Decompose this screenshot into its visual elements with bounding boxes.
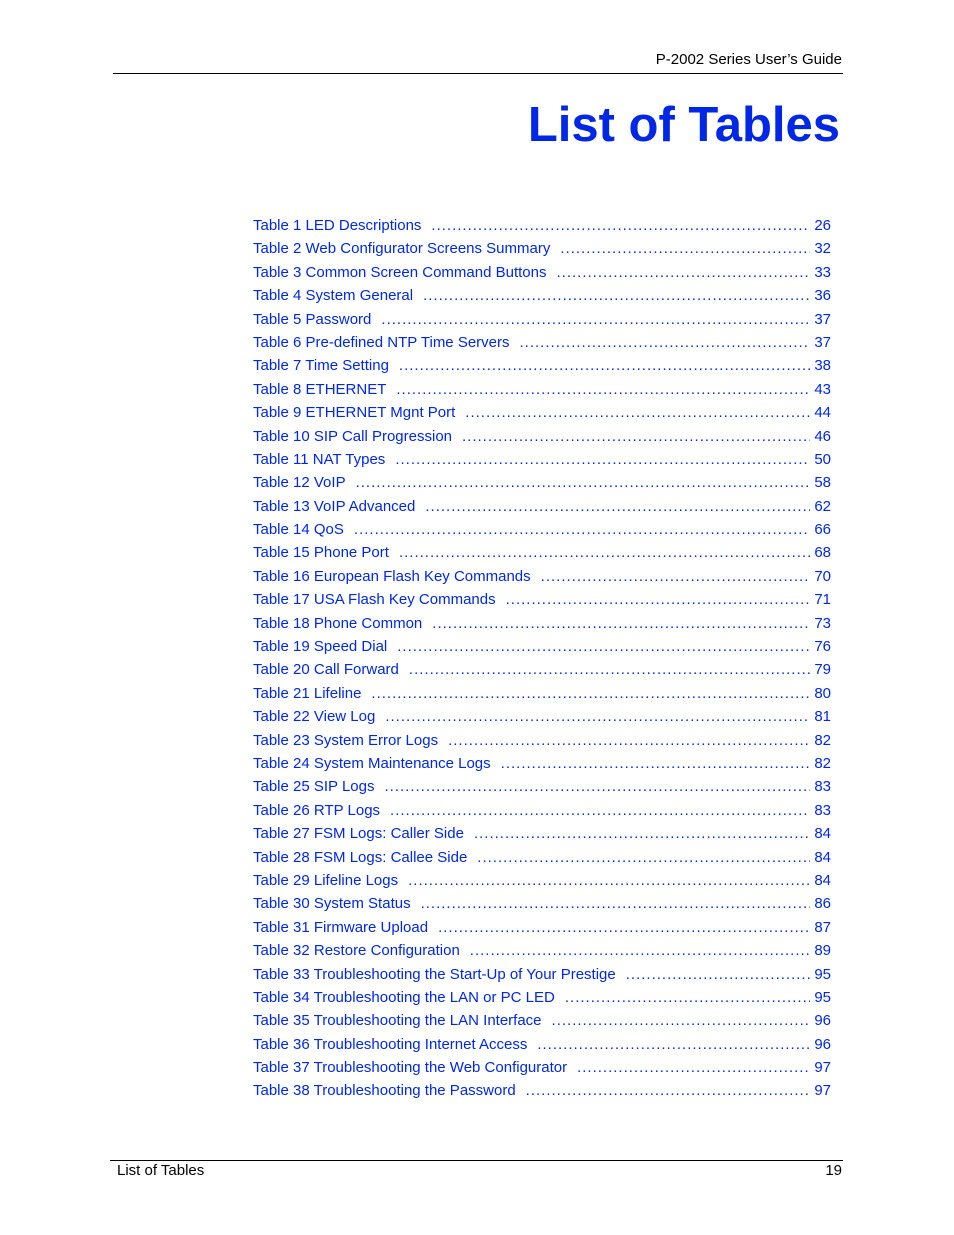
toc-entry-label: Table 35 Troubleshooting the LAN Interface xyxy=(253,1012,542,1030)
dot-leader xyxy=(397,638,810,655)
toc-entry-label: Table 33 Troubleshooting the Start-Up of Your Prestige xyxy=(253,965,616,983)
toc-entry[interactable] xyxy=(253,778,831,801)
toc-entry-label: Table 4 System General xyxy=(253,287,414,305)
toc-entry[interactable] xyxy=(253,708,831,731)
toc-entry[interactable] xyxy=(253,240,831,263)
toc-entry[interactable] xyxy=(253,638,831,661)
toc-entry-page: 84 xyxy=(814,871,831,889)
toc-entry[interactable] xyxy=(253,685,831,708)
toc-entry-label: Table 20 Call Forward xyxy=(253,661,399,679)
toc-entry[interactable] xyxy=(253,1059,831,1082)
toc-entry-label: Table 13 VoIP Advanced xyxy=(253,497,416,515)
toc-entry-page: 83 xyxy=(814,778,831,796)
toc-entry-label: Table 38 Troubleshooting the Password xyxy=(253,1082,516,1100)
toc-entry-page: 89 xyxy=(814,942,831,960)
toc-entry-page: 97 xyxy=(814,1082,831,1100)
running-header: P-2002 Series User’s Guide xyxy=(655,51,842,68)
toc-entry-page: 83 xyxy=(814,801,831,819)
toc-entry-label: Table 1 LED Descriptions xyxy=(253,217,422,234)
toc-entry-page: 96 xyxy=(814,1035,831,1053)
dot-leader xyxy=(556,264,810,281)
dot-leader xyxy=(520,334,811,351)
dot-leader xyxy=(501,755,811,772)
toc-entry-label: Table 10 SIP Call Progression xyxy=(253,427,452,445)
dot-leader xyxy=(399,357,810,374)
dot-leader xyxy=(385,708,810,725)
toc-entry[interactable] xyxy=(253,428,831,451)
toc-entry-page: 95 xyxy=(814,988,831,1006)
toc-entry[interactable] xyxy=(253,732,831,755)
toc-entry-page: 33 xyxy=(814,263,831,281)
toc-entry[interactable] xyxy=(253,591,831,614)
toc-entry-page: 81 xyxy=(814,708,831,726)
toc-entry[interactable] xyxy=(253,966,831,989)
table-of-contents xyxy=(253,217,831,1106)
toc-entry-label: Table 30 System Status xyxy=(253,895,411,913)
toc-entry[interactable] xyxy=(253,357,831,380)
toc-entry-page: 80 xyxy=(814,684,831,702)
toc-entry-label: Table 21 Lifeline xyxy=(253,684,362,702)
toc-entry-label: Table 14 QoS xyxy=(253,521,344,539)
dot-leader xyxy=(465,404,810,421)
dot-leader xyxy=(462,428,810,445)
toc-entry-page: 95 xyxy=(814,965,831,983)
toc-entry-label: Table 27 FSM Logs: Caller Side xyxy=(253,825,464,843)
dot-leader xyxy=(425,498,810,515)
toc-entry[interactable] xyxy=(253,802,831,825)
toc-entry-page: 38 xyxy=(814,357,831,375)
dot-leader xyxy=(356,474,811,491)
toc-entry-label: Table 17 USA Flash Key Commands xyxy=(253,591,496,609)
toc-entry[interactable] xyxy=(253,544,831,567)
toc-entry[interactable] xyxy=(253,451,831,474)
toc-entry-page: 50 xyxy=(814,450,831,468)
dot-leader xyxy=(470,942,811,959)
toc-entry-page: 79 xyxy=(814,661,831,679)
toc-entry-page: 66 xyxy=(814,521,831,539)
page-title: List of Tables xyxy=(527,98,840,152)
toc-entry-page: 37 xyxy=(814,310,831,328)
dot-leader xyxy=(423,287,810,304)
toc-entry-page: 36 xyxy=(814,287,831,305)
toc-entry[interactable] xyxy=(253,919,831,942)
toc-entry-label: Table 15 Phone Port xyxy=(253,544,389,562)
dot-leader xyxy=(577,1059,810,1076)
toc-entry[interactable] xyxy=(253,498,831,521)
dot-leader xyxy=(408,872,810,889)
toc-entry-label: Table 19 Speed Dial xyxy=(253,638,388,656)
toc-entry[interactable] xyxy=(253,568,831,591)
toc-entry-label: Table 12 VoIP xyxy=(253,474,346,492)
toc-entry[interactable] xyxy=(253,615,831,638)
toc-entry-page: 44 xyxy=(814,404,831,422)
dot-leader xyxy=(448,732,810,749)
toc-entry[interactable] xyxy=(253,661,831,684)
toc-entry-page: 87 xyxy=(814,918,831,936)
toc-entry[interactable] xyxy=(253,264,831,287)
toc-entry-label: Table 8 ETHERNET xyxy=(253,380,387,398)
toc-entry-page: 96 xyxy=(814,1012,831,1030)
toc-entry[interactable] xyxy=(253,825,831,848)
toc-entry-label: Table 23 System Error Logs xyxy=(253,731,439,749)
dot-leader xyxy=(537,1036,810,1053)
toc-entry-label: Table 9 ETHERNET Mgnt Port xyxy=(253,404,456,422)
dot-leader xyxy=(432,615,810,632)
dot-leader xyxy=(506,591,811,608)
toc-entry[interactable] xyxy=(253,287,831,310)
toc-entry[interactable] xyxy=(253,311,831,334)
toc-entry-page: 84 xyxy=(814,825,831,843)
toc-entry-label: Table 3 Common Screen Command Buttons xyxy=(253,263,547,281)
toc-entry-label: Table 37 Troubleshooting the Web Configurator xyxy=(253,1059,568,1077)
footer-rule xyxy=(110,1160,843,1161)
toc-entry[interactable] xyxy=(253,755,831,778)
toc-entry[interactable] xyxy=(253,521,831,544)
dot-leader xyxy=(474,825,810,842)
toc-entry-page: 58 xyxy=(814,474,831,492)
dot-leader xyxy=(626,966,811,983)
footer-section-title: List of Tables xyxy=(117,1162,205,1179)
dot-leader xyxy=(541,568,811,585)
dot-leader xyxy=(438,919,810,936)
dot-leader xyxy=(384,778,810,795)
dot-leader xyxy=(395,451,810,468)
toc-entry[interactable] xyxy=(253,474,831,497)
toc-entry-label: Table 32 Restore Configuration xyxy=(253,942,460,960)
toc-entry-label: Table 7 Time Setting xyxy=(253,357,389,375)
dot-leader xyxy=(371,685,810,702)
toc-entry[interactable] xyxy=(253,1082,831,1105)
dot-leader xyxy=(409,661,810,678)
toc-entry-label: Table 2 Web Configurator Screens Summary xyxy=(253,240,551,258)
dot-leader xyxy=(421,895,811,912)
toc-entry[interactable] xyxy=(253,849,831,872)
toc-entry-label: Table 22 View Log xyxy=(253,708,376,726)
dot-leader xyxy=(565,989,810,1006)
toc-entry-page: 84 xyxy=(814,848,831,866)
dot-leader xyxy=(390,802,810,819)
toc-entry-page: 32 xyxy=(814,240,831,258)
toc-entry-page: 62 xyxy=(814,497,831,515)
dot-leader xyxy=(552,1012,811,1029)
toc-entry[interactable] xyxy=(253,334,831,357)
toc-entry[interactable] xyxy=(253,872,831,895)
toc-entry[interactable] xyxy=(253,217,831,240)
toc-entry[interactable] xyxy=(253,942,831,965)
toc-entry[interactable] xyxy=(253,381,831,404)
toc-entry-page: 86 xyxy=(814,895,831,913)
header-rule xyxy=(113,73,843,74)
toc-entry-page: 68 xyxy=(814,544,831,562)
toc-entry-label: Table 34 Troubleshooting the LAN or PC LED xyxy=(253,988,555,1006)
dot-leader xyxy=(399,544,810,561)
dot-leader xyxy=(526,1082,811,1099)
toc-entry[interactable] xyxy=(253,1036,831,1059)
toc-entry-page: 71 xyxy=(814,591,831,609)
toc-entry-page: 73 xyxy=(814,614,831,632)
footer-page-number: 19 xyxy=(825,1162,842,1179)
toc-entry-page: 37 xyxy=(814,333,831,351)
toc-entry-label: Table 26 RTP Logs xyxy=(253,801,381,819)
toc-entry-label: Table 28 FSM Logs: Callee Side xyxy=(253,848,468,866)
toc-entry-page: 82 xyxy=(814,731,831,749)
toc-entry[interactable] xyxy=(253,989,831,1012)
dot-leader xyxy=(477,849,810,866)
toc-entry-label: Table 36 Troubleshooting Internet Access xyxy=(253,1035,528,1053)
dot-leader xyxy=(560,240,810,257)
toc-entry-page: 43 xyxy=(814,380,831,398)
dot-leader xyxy=(354,521,810,538)
toc-entry-page: 70 xyxy=(814,567,831,585)
toc-entry[interactable] xyxy=(253,404,831,427)
toc-entry-label: Table 18 Phone Common xyxy=(253,614,423,632)
toc-entry-label: Table 16 European Flash Key Commands xyxy=(253,567,531,585)
toc-entry-page: 26 xyxy=(814,217,831,234)
dot-leader xyxy=(431,217,810,234)
toc-entry-label: Table 6 Pre-defined NTP Time Servers xyxy=(253,333,510,351)
toc-entry-label: Table 29 Lifeline Logs xyxy=(253,871,399,889)
toc-entry-page: 76 xyxy=(814,638,831,656)
toc-entry-label: Table 5 Password xyxy=(253,310,372,328)
dot-leader xyxy=(396,381,810,398)
toc-entry[interactable] xyxy=(253,895,831,918)
toc-entry-label: Table 31 Firmware Upload xyxy=(253,918,429,936)
dot-leader xyxy=(381,311,810,328)
toc-entry[interactable] xyxy=(253,1012,831,1035)
toc-entry-label: Table 25 SIP Logs xyxy=(253,778,375,796)
toc-entry-page: 97 xyxy=(814,1059,831,1077)
toc-entry-page: 82 xyxy=(814,754,831,772)
toc-entry-label: Table 24 System Maintenance Logs xyxy=(253,754,491,772)
toc-entry-page: 46 xyxy=(814,427,831,445)
toc-entry-label: Table 11 NAT Types xyxy=(253,450,386,468)
